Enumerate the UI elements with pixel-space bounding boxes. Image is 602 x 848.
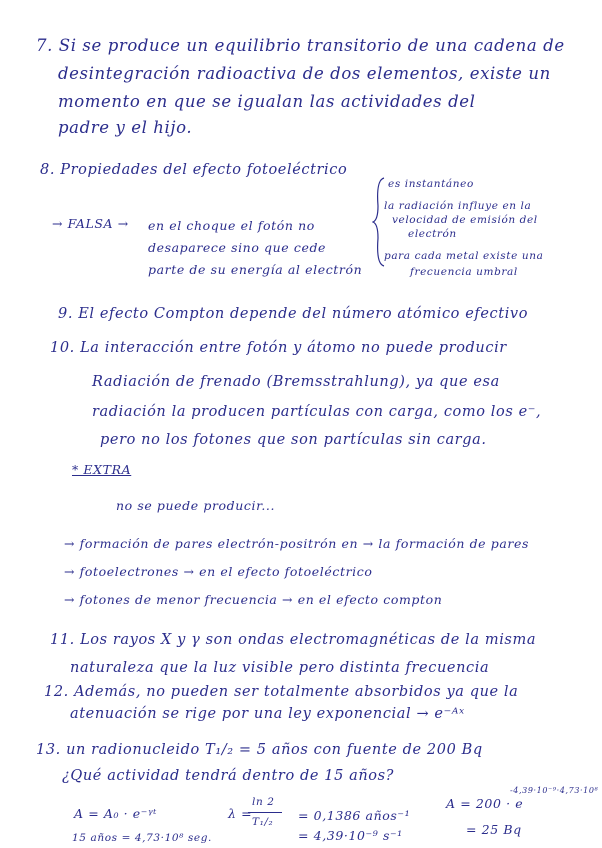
q7-line-3: momento en que se igualan las actividades del — [58, 92, 476, 111]
q12-line-1: 12. Además, no pueden ser totalmente absorbidos ya que la — [44, 684, 519, 700]
q7-line-4: padre y el hijo. — [58, 118, 193, 137]
q11-line-1: 11. Los rayos X y γ son ondas electromagnéticas de la misma — [50, 632, 537, 648]
q8-prop-4: electrón — [408, 228, 457, 240]
q8-prop-5: para cada metal existe una — [384, 250, 544, 262]
q13-formula: A = A₀ · e⁻ᵞᵗ — [74, 806, 157, 821]
q13-time-conversion: 15 años = 4,73·10⁸ seg. — [72, 832, 212, 844]
q10-line-3: radiación la producen partículas con carga, como los e⁻, — [92, 404, 542, 420]
q8-prop-1: es instantáneo — [388, 178, 474, 190]
extra-item-1: → formación de pares electrón-positrón en → la formación de pares — [64, 536, 529, 551]
q7-line-2: desintegración radioactiva de dos elementos, existe un — [58, 64, 551, 83]
q12-line-2: atenuación se rige por una ley exponencial → e⁻ᴬˣ — [70, 706, 465, 722]
q10-line-2: Radiación de frenado (Bremsstrahlung), ya que esa — [92, 374, 500, 390]
q13-lambda-label: λ = — [228, 806, 253, 821]
q13-lambda-value-1: = 0,1386 años⁻¹ — [298, 808, 411, 823]
q13-fraction-bar — [248, 812, 282, 813]
q8-false-line-2: desaparece sino que cede — [148, 240, 327, 255]
q13-activity-expression: A = 200 · e — [446, 796, 524, 811]
q7-line-1: 7. Si se produce un equilibrio transitorio de una cadena de — [36, 36, 565, 55]
q13-line-2: ¿Qué actividad tendrá dentro de 15 años? — [62, 768, 395, 784]
extra-title: * EXTRA — [72, 462, 132, 477]
q13-activity-exponent: -4,39·10⁻⁹·4,73·10⁸ — [510, 786, 599, 795]
q13-lambda-numerator: ln 2 — [252, 796, 275, 808]
q13-lambda-denominator: T₁/₂ — [252, 816, 274, 828]
extra-subtitle: no se puede producir... — [116, 498, 276, 513]
q8-false-line-3: parte de su energía al electrón — [148, 262, 363, 277]
q13-lambda-value-2: = 4,39·10⁻⁹ s⁻¹ — [298, 828, 403, 843]
q8-false-label: → FALSA → — [52, 216, 129, 231]
q8-prop-6: frecuencia umbral — [410, 266, 518, 278]
q8-prop-2: la radiación influye en la — [384, 200, 532, 212]
q13-activity-result: = 25 Bq — [466, 822, 522, 837]
extra-item-3: → fotones de menor frecuencia → en el efecto compton — [64, 592, 443, 607]
q8-title: 8. Propiedades del efecto fotoeléctrico — [40, 162, 348, 178]
extra-item-2: → fotoelectrones → en el efecto fotoeléctrico — [64, 564, 373, 579]
q8-prop-3: velocidad de emisión del — [392, 214, 538, 226]
q10-line-4: pero no los fotones que son partículas sin carga. — [100, 432, 487, 448]
q10-line-1: 10. La interacción entre fotón y átomo no puede producir — [50, 340, 507, 356]
q13-line-1: 13. un radionucleido T₁/₂ = 5 años con fuente de 200 Bq — [36, 742, 483, 758]
q9-line: 9. El efecto Compton depende del número atómico efectivo — [58, 306, 529, 322]
q8-false-line-1: en el choque el fotón no — [148, 218, 315, 233]
q11-line-2: naturaleza que la luz visible pero distinta frecuencia — [70, 660, 490, 676]
